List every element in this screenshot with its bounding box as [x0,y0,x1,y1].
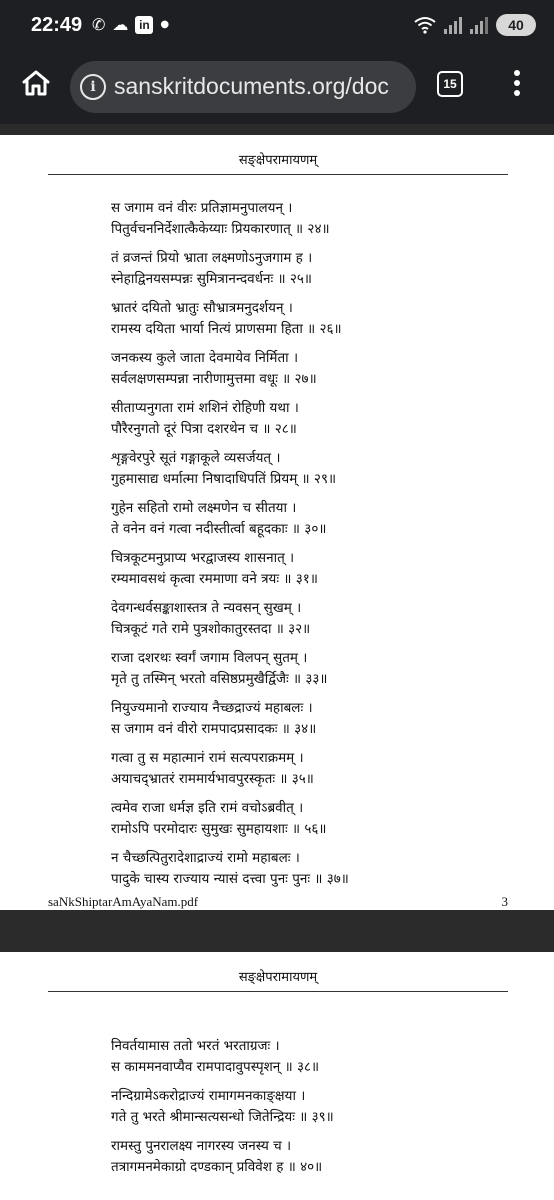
battery-level: 40 [508,17,524,33]
verse-line: पौरैरनुगतो दूरं पित्रा दशरथेन च ॥ २८॥ [111,420,297,437]
signal-icon [444,16,462,34]
status-bar [0,0,554,50]
page-footer [48,894,508,910]
verse-line: ते वनेन वनं गत्वा नदीस्तीर्त्वा बहूदकाः ॥ ३०॥ [111,520,327,537]
verse-line: गुहेन सहितो रामो लक्ष्मणेन च सीतया । [111,500,297,516]
verse [111,648,531,689]
verse-line: चित्रकूटमनुप्राप्य भरद्वाजस्य शासनात् । [111,550,295,566]
tab-switcher-button[interactable]: 15 [437,71,463,97]
verse-line: स्नेहाद्विनयसम्पन्नः सुमित्रानन्दवर्धनः ॥ २५॥ [111,270,313,287]
verse [111,1086,531,1127]
verse-line: न चैच्छत्पितुरादेशाद्राज्यं रामो महाबलः । [111,850,300,866]
pdf-page [0,952,554,1200]
verse-line: रम्यमावसथं कृत्वा रममाणा वने त्रयः ॥ ३१॥ [111,570,318,587]
verse-line: तं व्रजन्तं प्रियो भ्राता लक्ष्मणोऽनुजगाम ह । [111,250,313,266]
verse-line: त्वमेव राजा धर्मज्ञ इति रामं वचोऽब्रवीत् । [111,800,304,816]
verse-line: मृते तु तस्मिन् भरतो वसिष्ठप्रमुखैर्द्विजैः ॥ ३३॥ [111,670,328,687]
verse-line: नियुज्यमानो राज्याय नैच्छद्राज्यं महाबलः । [111,700,313,716]
verse [111,1136,531,1177]
wifi-icon [414,16,436,34]
verse-line: रामस्तु पुनरालक्ष्य नागरस्य जनस्य च । [111,1138,292,1154]
verse [111,748,531,789]
site-info-icon[interactable]: i [80,74,106,100]
verse-list [111,1036,531,1186]
url-text[interactable]: sanskritdocuments.org/doc [114,73,389,99]
verse-line: स जगाम वनं वीरो रामपादप्रसादकः ॥ ३४॥ [111,720,317,737]
verse-line: राजा दशरथः स्वर्गं जगाम विलपन् सुतम् । [111,650,308,666]
verse-line: रामस्य दयिता भार्या नित्यं प्राणसमा हिता ॥ २६॥ [111,320,342,337]
verse-line: पादुके चास्य राज्याय न्यासं दत्त्वा पुनः पुनः ॥ ३७॥ [111,870,349,887]
linkedin-icon: in [135,16,153,34]
verse-line: रामोऽपि परमोदारः सुमुखः सुमहायशाः ॥ ५६॥ [111,820,327,837]
verse [111,198,531,239]
verse-line: जनकस्य कुले जाता देवमायेव निर्मिता । [111,350,299,366]
verse-line: गते तु भरते श्रीमान्सत्यसन्धो जितेन्द्रियः ॥ ३९॥ [111,1108,334,1125]
verse-line: स जगाम वनं वीरः प्रतिज्ञामनुपालयन् । [111,200,293,216]
verse-line: भ्रातरं दयितो भ्रातुः सौभ्रात्रमनुदर्शयन् । [111,300,293,316]
verse [111,1036,531,1077]
footer-page-number: 3 [501,894,508,909]
footer-filename: saNkShiptarAmAyaNam.pdf [48,894,199,909]
page-header: सङ्क्षेपरामायणम् [238,153,318,168]
verse [111,248,531,289]
verse-line: पितुर्वचननिर्देशात्कैकेय्याः प्रियकारणात् ॥ २४॥ [111,220,330,237]
home-icon[interactable] [20,67,52,99]
verse-line: गत्वा तु स महात्मानं रामं सत्यपराक्रमम् । [111,750,304,766]
verse [111,398,531,439]
verse-line: स काममनवाप्यैव रामपादावुपस्पृशन् ॥ ३८॥ [111,1058,320,1075]
verse [111,598,531,639]
verse [111,448,531,489]
signal-icon [470,16,488,34]
verse-line: गुहमासाद्य धर्मात्मा निषादाधिपतिं प्रियम् ॥ २९॥ [111,470,337,487]
header-divider [48,991,508,992]
more-menu-icon[interactable] [508,68,526,100]
battery-indicator [496,14,536,36]
status-time: 22:49 [31,14,83,36]
cloud-icon: ☁ [112,15,129,34]
status-icons-right [414,14,536,36]
verse [111,798,531,839]
verse-line: तत्रागमनमेकाग्रो दण्डकान् प्रविवेश ह ॥ ४०॥ [111,1158,323,1175]
address-bar[interactable] [70,61,416,113]
verse-line: अयाचद्भ्रातरं राममार्यभावपुरस्कृतः ॥ ३५॥ [111,770,314,787]
header-divider [48,174,508,175]
verse-line: सीताप्यनुगता रामं शशिनं रोहिणी यथा । [111,400,299,416]
verse-line: शृङ्गवेरपुरे सूतं गङ्गाकूले व्यसर्जयत् । [111,450,281,466]
verse [111,698,531,739]
verse-list [111,198,531,898]
verse-line: नन्दिग्रामेऽकरोद्राज्यं रामागमनकाङ्क्षया । [111,1088,306,1104]
pdf-page [0,135,554,910]
verse-line: सर्वलक्षणसम्पन्ना नारीणामुत्तमा वधूः ॥ २७॥ [111,370,317,387]
wifi-calling-icon: ✆ [92,15,106,34]
verse [111,298,531,339]
verse [111,848,531,889]
verse [111,498,531,539]
verse-line: चित्रकूटं गते रामे पुत्रशोकातुरस्तदा ॥ ३२॥ [111,620,311,637]
status-icons-left [92,16,169,34]
verse [111,348,531,389]
notification-dot-icon: ● [160,19,170,30]
verse-line: निवर्तयामास ततो भरतं भरताग्रजः । [111,1038,280,1054]
verse [111,548,531,589]
page-header: सङ्क्षेपरामायणम् [238,970,318,985]
browser-toolbar [0,50,554,124]
verse-line: देवगन्धर्वसङ्काशास्तत्र ते न्यवसन् सुखम् । [111,600,302,616]
